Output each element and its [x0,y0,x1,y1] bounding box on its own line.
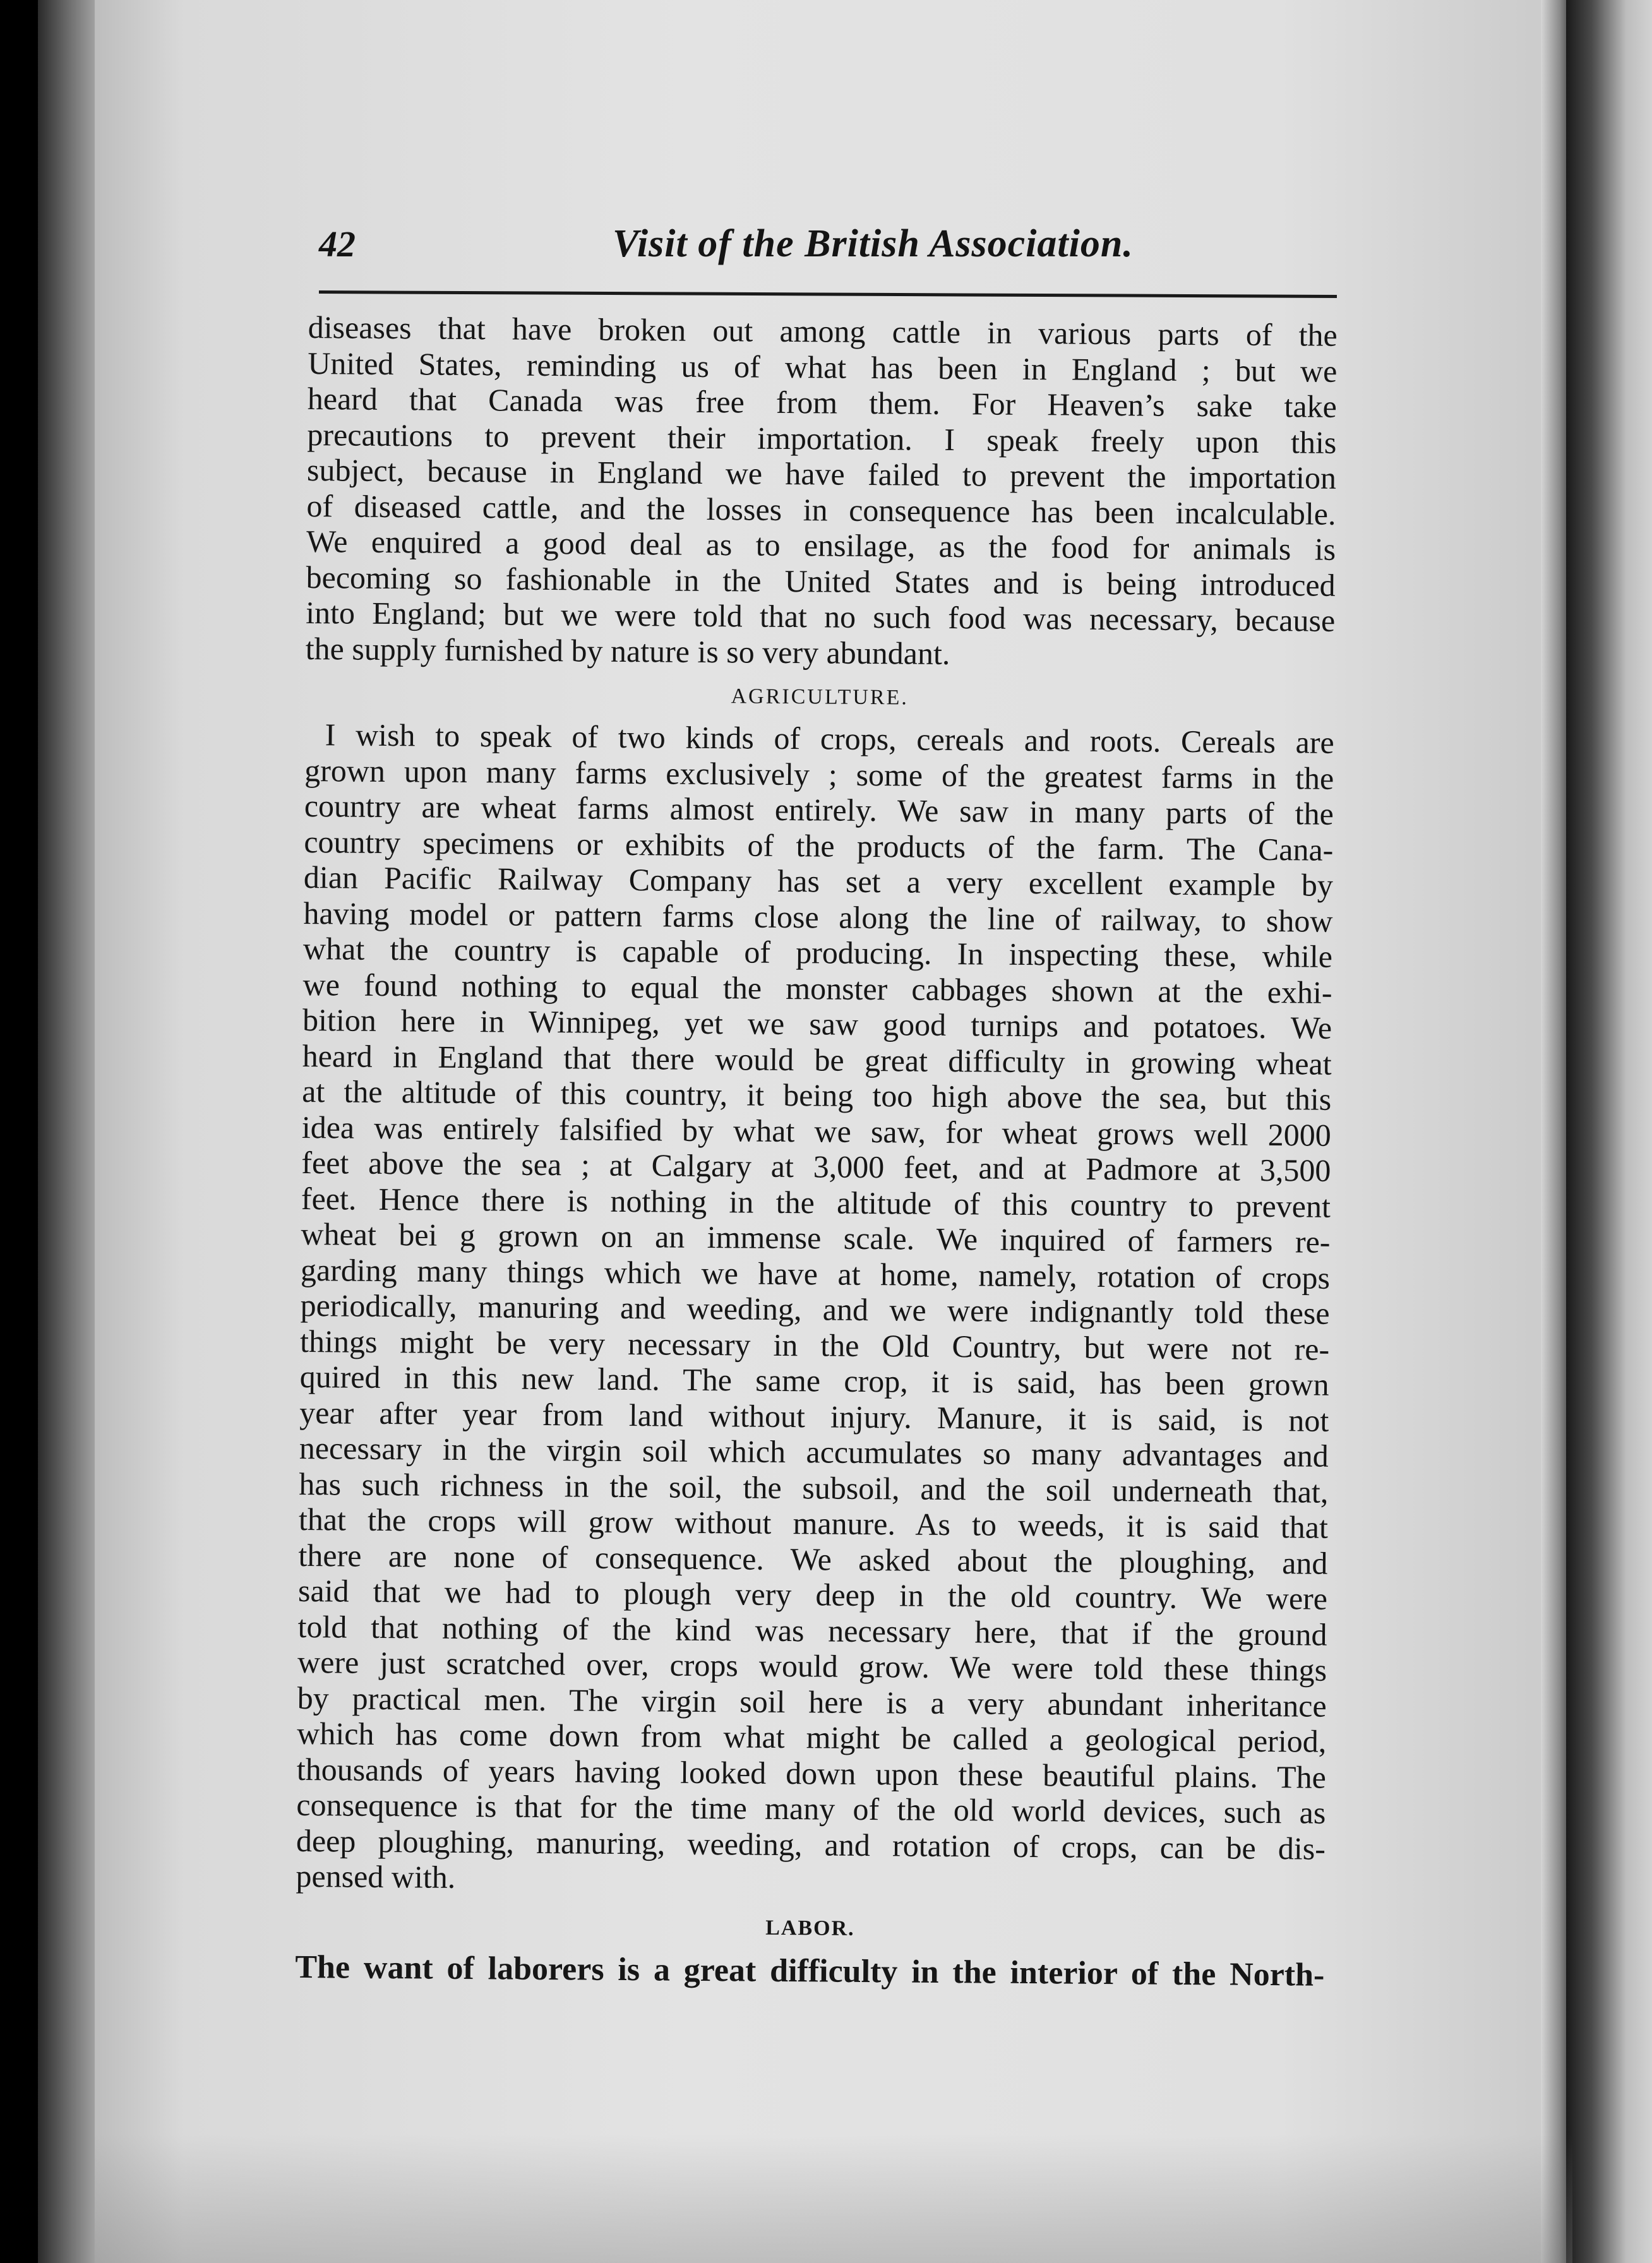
text-line: were just scratched over, crops would grow. We were told these things [297,1644,1327,1688]
text-line: subject, because in England we have failed to prevent the importation [306,451,1337,496]
paragraph-diseases [306,309,1338,674]
text-line: feet above the sea ; at Calgary at 3,000 feet, and at Padmore at 3,500 [301,1144,1331,1188]
section-heading-agriculture: AGRICULTURE. [731,684,909,710]
text-line: which has come down from what might be called a geological period, [297,1715,1327,1759]
text-line: heard that Canada was free from them. For Heaven’s sake take [307,380,1338,424]
text-line: into England; but we were told that no such food was necessary, because [306,594,1336,638]
text-line: we found nothing to equal the monster cabbages shown at the exhi- [302,966,1332,1010]
text-line: diseases that have broken out among cattle in various parts of the [308,309,1338,353]
text-line: has such richness in the soil, the subsoil, and the soil underneath that, [299,1466,1329,1510]
text-line: feet. Hence there is nothing in the altitude of this country to prevent [301,1180,1331,1224]
text-line: country are wheat farms almost entirely. We saw in many parts of the [304,787,1334,832]
text-line: United States, reminding us of what has been in England ; but we [308,345,1338,389]
text-line: heard in England that there would be great difficulty in growing wheat [302,1037,1332,1082]
text-line: that the crops will grow without manure. As to weeds, it is said that [298,1501,1329,1545]
text-line: things might be very necessary in the Old Country, but were not re- [299,1323,1330,1367]
text-line: by practical men. The virgin soil here is a very abundant inheritance [297,1680,1327,1724]
text-line: grown upon many farms exclusively ; some of the greatest farms in the [304,752,1334,796]
text-line: bition here in Winnipeg, yet we saw good turnips and potatoes. We [302,1001,1332,1046]
text-line: what the country is capable of producing. In inspecting these, while [302,930,1333,974]
adjacent-page-edge [1566,0,1652,2263]
text-line: at the altitude of this country, it being too high above the sea, but this [302,1073,1332,1117]
page-shadow-bottom [95,2134,1572,2263]
text-line: precautions to prevent their importation. I speak freely upon this [307,416,1337,460]
text-line: dian Pacific Railway Company has set a very excellent example by [303,859,1334,903]
paragraph-agriculture [296,717,1334,1902]
text-line: the supply furnished by nature is so very abundant. [305,630,950,671]
text-line: thousands of years having looked down upon these beautiful plains. The [296,1751,1327,1795]
running-header [319,218,1336,287]
page-number: 42 [319,224,356,265]
text-line: said that we had to plough very deep in the old country. We were [297,1572,1328,1616]
text-line: there are none of consequence. We asked about the ploughing, and [298,1537,1328,1581]
text-line: idea was entirely falsified by what we saw, for wheat grows well 2000 [301,1109,1332,1153]
text-line: of diseased cattle, and the losses in consequence has been incalculable. [306,487,1336,532]
text-line: periodically, manuring and weeding, and we were indignantly told these [300,1287,1330,1331]
text-line: I wish to speak of two kinds of crops, cereals and roots. Cereals are [325,717,1334,760]
text-line: The want of laborers is a great difficulty in the interior of the North- [295,1949,1325,1993]
text-line: We enquired a good deal as to ensilage, as the food for animals is [306,523,1336,567]
text-line: year after year from land without injury. Manure, it is said, is not [299,1394,1329,1438]
text-line: country specimens or exhibits of the products of the farm. The Cana- [304,823,1334,868]
text-line: quired in this new land. The same crop, it is said, has been grown [299,1358,1329,1402]
text-line: deep ploughing, manuring, weeding, and rotation of crops, can be dis- [296,1822,1326,1866]
running-title: Visit of the British Association. [613,222,1134,265]
text-line: becoming so fashionable in the United States and is being introduced [306,559,1336,603]
section-heading-labor: LABOR. [765,1916,855,1940]
text-line: pensed with. [296,1858,456,1895]
body-text [295,309,1338,1993]
text-line: necessary in the virgin soil which accumulates so many advantages and [299,1430,1329,1474]
text-line: told that nothing of the kind was necessary here, that if the ground [297,1608,1327,1652]
text-line: having model or pattern farms close along the line of railway, to show [303,895,1333,939]
text-line: consequence is that for the time many of the old world devices, such as [296,1786,1326,1830]
text-line: garding many things which we have at home, namely, rotation of crops [300,1251,1331,1296]
text-line: wheat bei g grown on an immense scale. We inquired of farmers re- [301,1215,1331,1260]
